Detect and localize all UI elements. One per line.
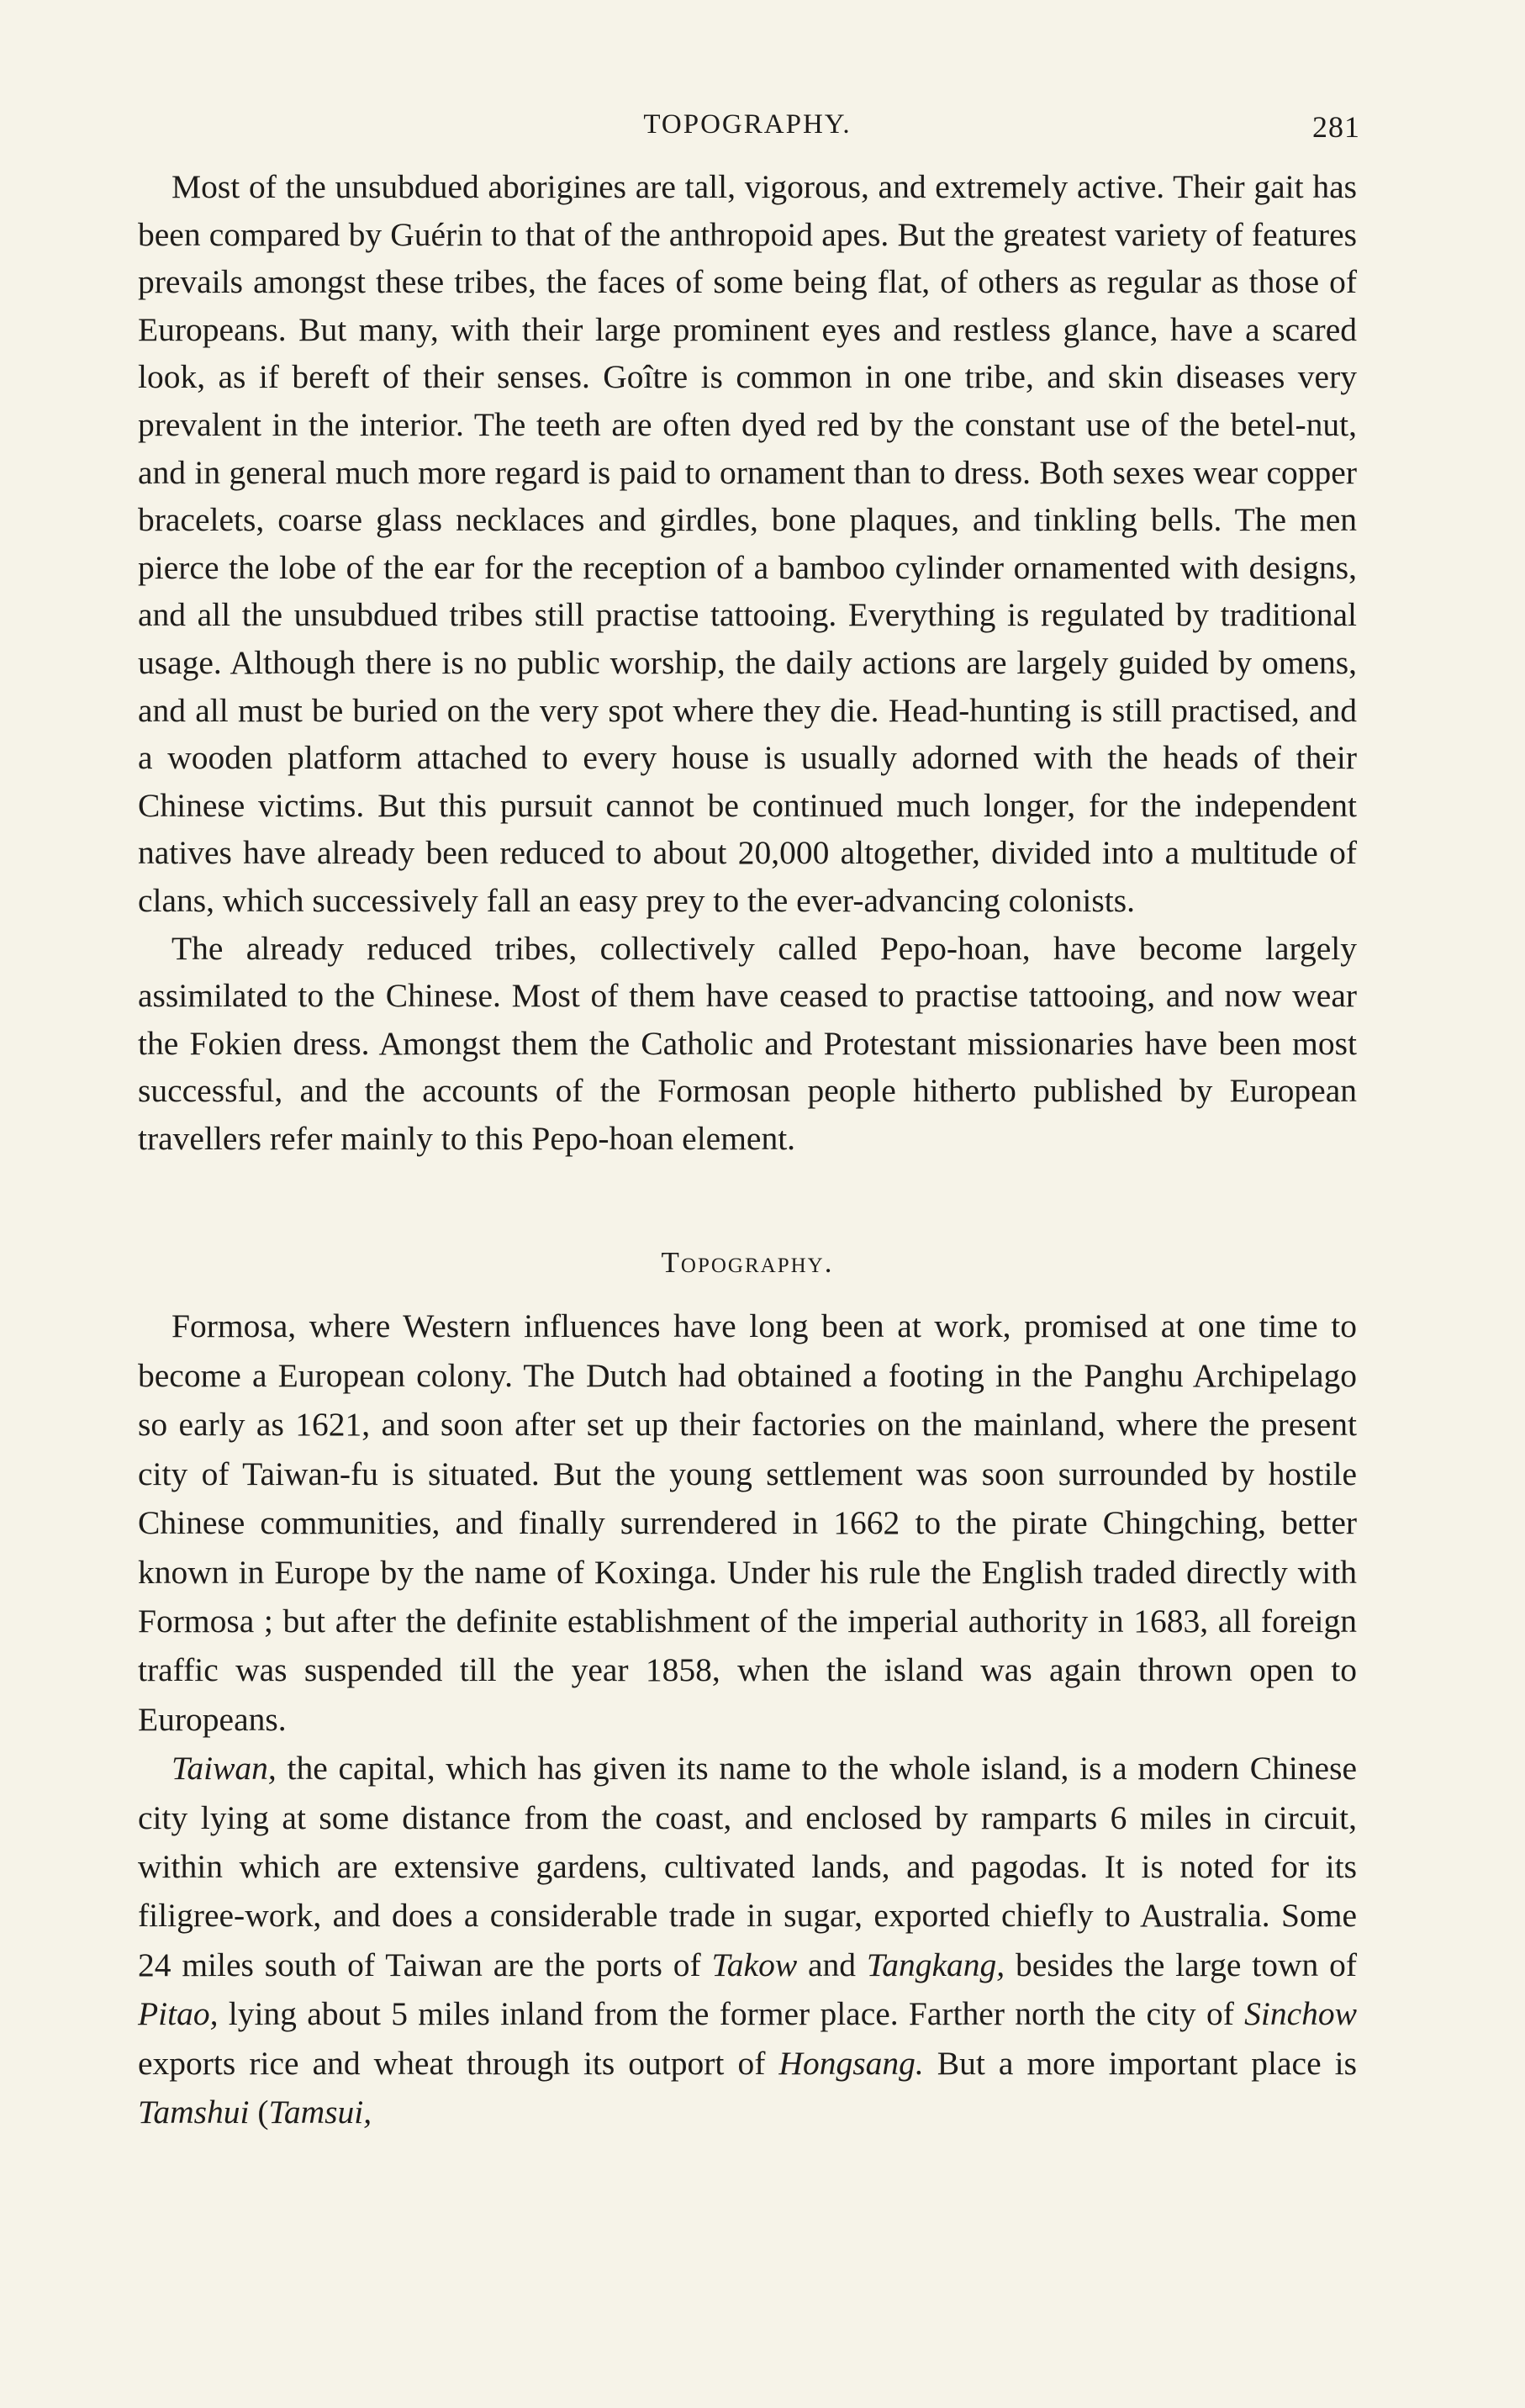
place-name-sinchow: Sinchow bbox=[1244, 1995, 1357, 2033]
place-name-tamsui: Tamsui, bbox=[268, 2093, 372, 2131]
paragraph-pepo-hoan: The already reduced tribes, collectively called Pepo-hoan, have become largely assimilated to the Chinese. Most of them have ceased to practise tattooing, and now wear the Fokien dress. Amongst them the Catholic and Protestant missionaries have been most successful, and the accounts of the Formosan people hitherto published by European travellers refer mainly to this Pepo-hoan element. bbox=[138, 929, 1357, 1157]
page-number: 281 bbox=[1312, 110, 1360, 144]
section-heading-topography: Topography. bbox=[661, 1246, 834, 1280]
topography-section bbox=[138, 1302, 1357, 2136]
main-text bbox=[138, 163, 1357, 2136]
text-fragment: But a more important place is bbox=[923, 2044, 1358, 2082]
place-name-tamshui: Tamshui bbox=[138, 2093, 250, 2131]
text-fragment: exports rice and wheat through its outport of bbox=[138, 2044, 779, 2082]
text-fragment: ( bbox=[249, 2093, 269, 2131]
place-name-hongsang: Hongsang. bbox=[778, 2044, 924, 2082]
place-name-takow: Takow bbox=[711, 1946, 798, 1983]
text-fragment: lying about 5 miles inland from the former place. Farther north the city of bbox=[218, 1995, 1245, 2033]
running-header bbox=[138, 94, 1360, 145]
place-name-pitao: Pitao, bbox=[138, 1995, 219, 2033]
text-fragment: the capital, which has given its name to the whole island, is a modern Chinese city lying at some distance from the coast, and enclosed by ramparts 6 miles in circuit, within which are extensive gardens, cultivated lands, and pagodas. It is noted for its filigree-work, and does a considerable trade in sugar, exported chiefly to Australia. Some 24 miles south of Taiwan are the ports of bbox=[138, 1750, 1357, 1983]
text-fragment: besides the large town of bbox=[1005, 1946, 1357, 1983]
place-name-tangkang: Tangkang, bbox=[866, 1946, 1005, 1983]
text-fragment: and bbox=[797, 1946, 867, 1983]
running-title: TOPOGRAPHY. bbox=[643, 109, 852, 140]
paragraph-taiwan-capital bbox=[138, 1744, 1357, 2136]
paragraph-formosa-history: Formosa, where Western influences have long been at work, promised at one time to become a European colony. The Dutch had obtained a footing in the Panghu Archipelago so early as 1621, and soon after set up their factories on the mainland, where the present city of Taiwan-fu is situated. But the young settlement was soon surrounded by hostile Chinese communities, and finally surrendered in 1662 to the pirate Chingching, better known in Europe by the name of Koxinga. Under his rule the English traded directly with Formosa ; but after the definite establishment of the imperial authority in 1683, all foreign traffic was suspended till the year 1858, when the island was again thrown open to Europeans. bbox=[138, 1307, 1357, 1738]
place-name-taiwan: Taiwan, bbox=[171, 1750, 277, 1788]
paragraph-aborigines: Most of the unsubdued aborigines are tall, vigorous, and extremely active. Their gait has been compared by Guérin to that of the anthropoid apes. But the greatest variety of features prevails amongst these tribes, the faces of some being flat, of others as regular as those of Europeans. But many, with their large prominent eyes and restless glance, have a scared look, as if bereft of their senses. Goître is common in one tribe, and skin diseases very prevalent in the interior. The teeth are often dyed red by the constant use of the betel-nut, and in general much more regard is paid to ornament than to dress. Both sexes wear copper bracelets, coarse glass necklaces and girdles, bone plaques, and tinkling bells. The men pierce the lobe of the ear for the reception of a bamboo cylinder ornamented with designs, and all the unsubdued tribes still practise tattooing. Everything is regulated by traditional usage. Although there is no public worship, the daily actions are largely guided by omens, and all must be buried on the very spot where they die. Head-hunting is still practised, and a wooden platform attached to every house is usually adorned with the heads of their Chinese victims. But this pursuit cannot be continued much longer, for the independent natives have already been reduced to about 20,000 altogether, divided into a multitude of clans, which successively fall an easy prey to the ever-advancing colonists. bbox=[138, 168, 1357, 919]
